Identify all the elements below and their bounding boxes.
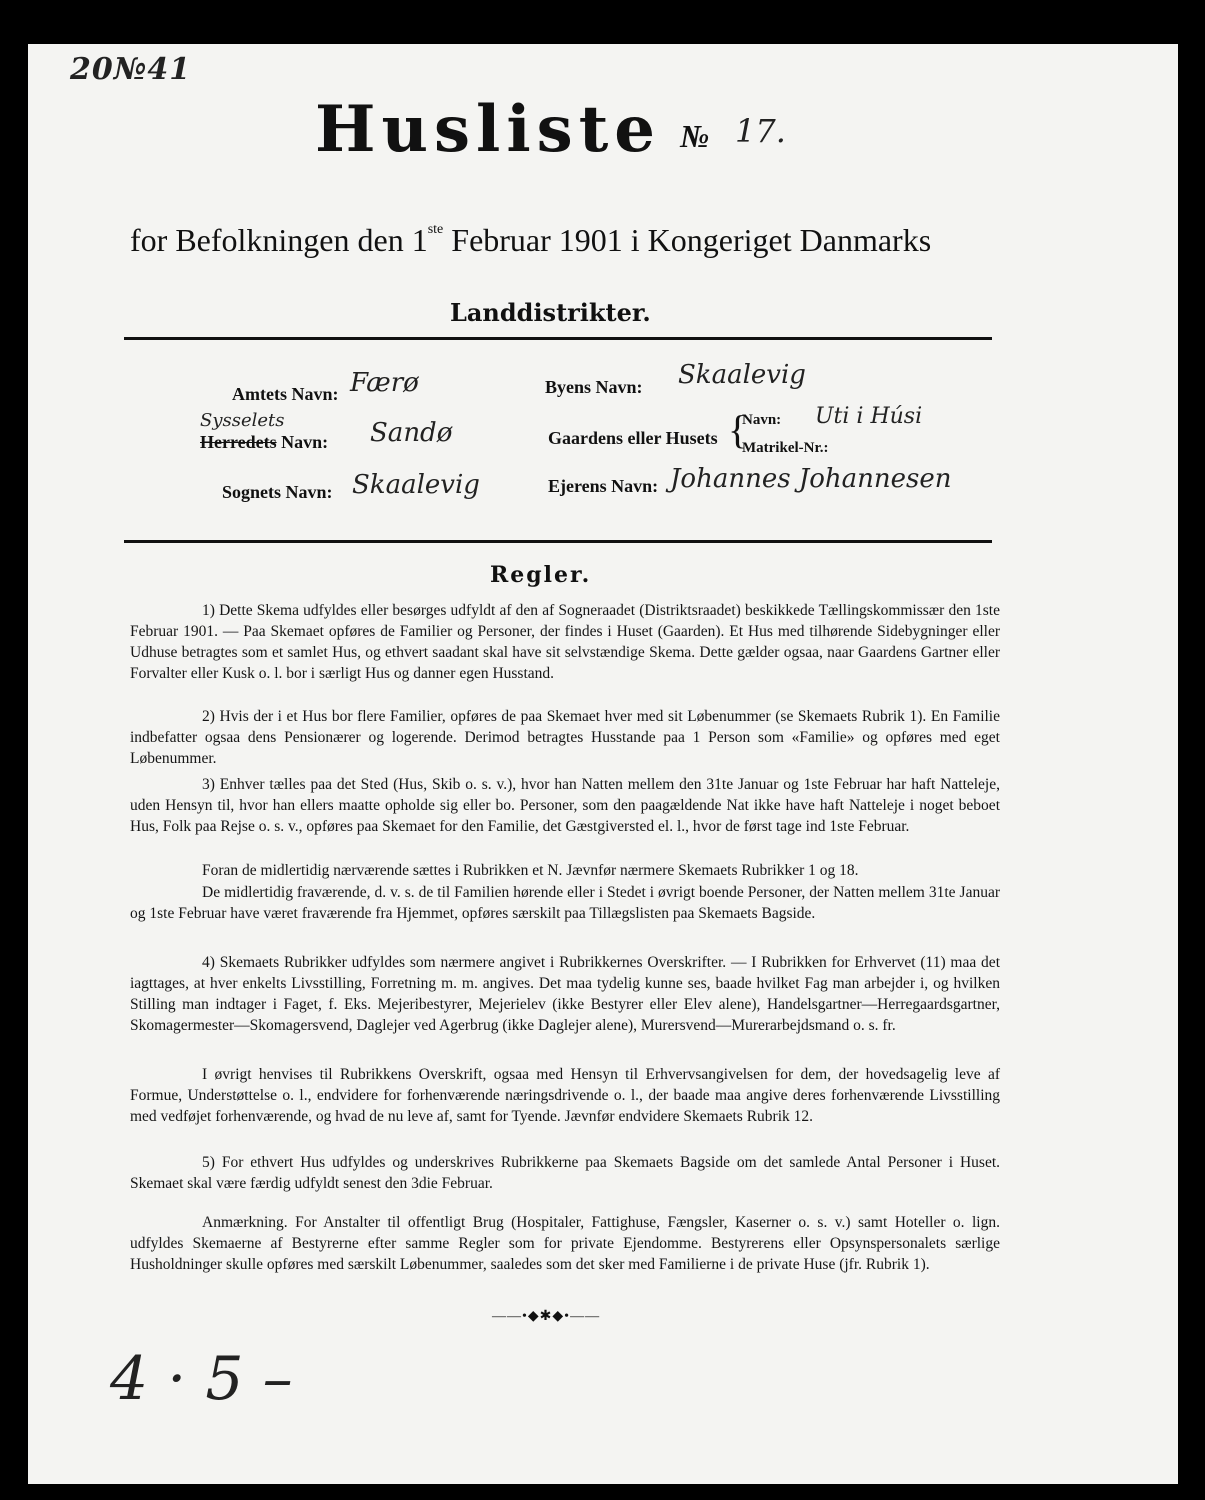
herred-prefix: Sysselets <box>200 410 285 431</box>
sogn-label: Sognets Navn: <box>222 482 333 502</box>
rule-1: 1) Dette Skema udfyldes eller besørges udfyldt af den af Sogneraadet (Distriktsraadet) beskikkede Tællingskommissær den 1ste Februar 1901. — Paa Skemaet opføres de Familier og Personer, der findes i Huset (Gaarden). Et Hus med tilhørende Sidebygninger eller Udhuse betragtes som et samlet Hus, og ethvert saadant skal have sit selvstændige Skema. Dette gælder ogsaa, naar Gaardens Gartner eller Forvalter eller Kusk o. l. bor i særligt Hus og danner egen Husstand. <box>130 602 1000 682</box>
gaard-brace: { <box>728 407 748 452</box>
gaard-label: Gaardens eller Husets <box>548 428 718 448</box>
rules-heading: Regler. <box>490 562 592 588</box>
top-divider <box>124 337 992 340</box>
amt-label: Amtets Navn: <box>232 384 339 404</box>
sogn-value: Skaalevig <box>352 470 480 500</box>
bottom-handwritten-note: 4 · 5 – <box>110 1344 293 1414</box>
ejer-label: Ejerens Navn: <box>548 476 659 496</box>
subtitle-post: Februar 1901 i Kongeriget Danmarks <box>443 222 932 258</box>
rule-3: 3) Enhver tælles paa det Sted (Hus, Skib o. s. v.), hvor han Natten mellem den 31te Januar og 1ste Februar har haft Natteleje, uden Hensyn til, hvor han ellers maatte opholde sig eller bo. Personer, som den paagældende Nat ikke have haft Natteleje i noget beboet Hus, Folk paa Rejse o. s. v., opføres paa Skemaet for den Familie, det Gæstgiversted el. l., hvor de først tage ind 1ste Februar. <box>130 776 1000 835</box>
matrikel-label: Matrikel-Nr.: <box>742 440 829 456</box>
herred-struck-label: Herredets <box>200 432 277 452</box>
title-number-label: № <box>680 118 710 154</box>
subtitle-pre: for Befolkningen den 1 <box>130 222 428 258</box>
gaard-navn-value: Uti i Húsi <box>815 404 923 429</box>
rule-3-note-absent: De midlertidig fraværende, d. v. s. de til Familien hørende eller i Stedet i øvrigt boende Personer, der Natten mellem 31te Januar og 1ste Februar have været fraværende fra Hjemmet, opføres særskilt paa Tillægslisten paa Skemaets Bagside. <box>130 884 1000 922</box>
rule-5: 5) For ethvert Hus udfyldes og underskrives Rubrikkerne paa Skemaets Bagside om det samlede Antal Personer i Huset. Skemaet skal være færdig udfyldt senest den 3die Februar. <box>130 1154 1000 1192</box>
gaard-navn-label: Navn: <box>742 412 782 428</box>
bottom-divider <box>124 540 992 543</box>
herred-label-group <box>200 432 328 453</box>
amt-value: Færø <box>350 368 419 398</box>
herred-label: Navn: <box>276 432 329 452</box>
form-title: Husliste <box>315 92 661 167</box>
ornament-divider: ——•◆✱◆•—— <box>492 1309 601 1324</box>
ejer-value: Johannes Johannesen <box>670 464 952 494</box>
title-number-value: 17. <box>735 112 786 150</box>
archive-number: 20№41 <box>70 52 192 87</box>
rule-4: 4) Skemaets Rubrikker udfyldes som nærmere angivet i Rubrikkernes Overskrifter. — I Rubrikken for Erhvervet (11) maa det iagttages, at hver enkelts Livsstilling, Forretning m. m. angives. Det maa tydelig kunne ses, baade hvilket Fag man arbejder i, og hvilken Stilling man indtager i Faget, f. Eks. Mejeribestyrer, Mejerielev (ikke Bestyrer eller Elev alene), Handelsgartner—Herregaardsgartner, Skomagermester—Skomagersvend, Daglejer ved Agerbrug (ikke Daglejer alene), Murersvend—Murerarbejdsmand o. s. fr. <box>130 954 1000 1034</box>
rule-2: 2) Hvis der i et Hus bor flere Familier, opføres de paa Skemaet hver med sit Løbenummer (se Skemaets Rubrik 1). En Familie indbefatter ogsaa dens Pensionærer og logerende. Derimod betragtes Husstande paa 1 Person som «Familie» og opføres med eget Løbenummer. <box>130 708 1000 767</box>
herred-value: Sandø <box>370 418 453 448</box>
form-subtitle <box>130 222 931 259</box>
subtitle-sup: ste <box>427 222 444 237</box>
by-value: Skaalevig <box>678 360 806 390</box>
remark: Anmærkning. For Anstalter til offentligt Brug (Hospitaler, Fattighuse, Fængsler, Kaserner o. s. v.) samt Hoteller o. lign. udfyldes Skemaerne af Bestyrerne efter samme Regler som for private Ejendomme. Bestyrerens eller Opsynspersonalets særlige Husholdninger skulle opføres med særskilt Løbenummer, saaledes som det sker med Familierne i de private Huse (jfr. Rubrik 1). <box>130 1214 1000 1273</box>
rule-4-note: I øvrigt henvises til Rubrikkens Overskrift, ogsaa med Hensyn til Erhvervsangivelsen for dem, der hovedsagelig leve af Formue, Understøttelse o. l., endvidere for forhenværende næringsdrivende o. l., der baade maa angive deres forhenværende Livsstilling med vedføjet forhenværende, og hvad de nu leve af, samt for Tyende. Jævnfør endvidere Skemaets Rubrik 12. <box>130 1066 1000 1125</box>
rule-3-note-present: Foran de midlertidig nærværende sættes i Rubrikken et N. Jævnfør nærmere Skemaets Rubrikker 1 og 18. <box>202 862 859 879</box>
district-heading: Landdistrikter. <box>450 298 651 327</box>
by-label: Byens Navn: <box>545 377 643 397</box>
